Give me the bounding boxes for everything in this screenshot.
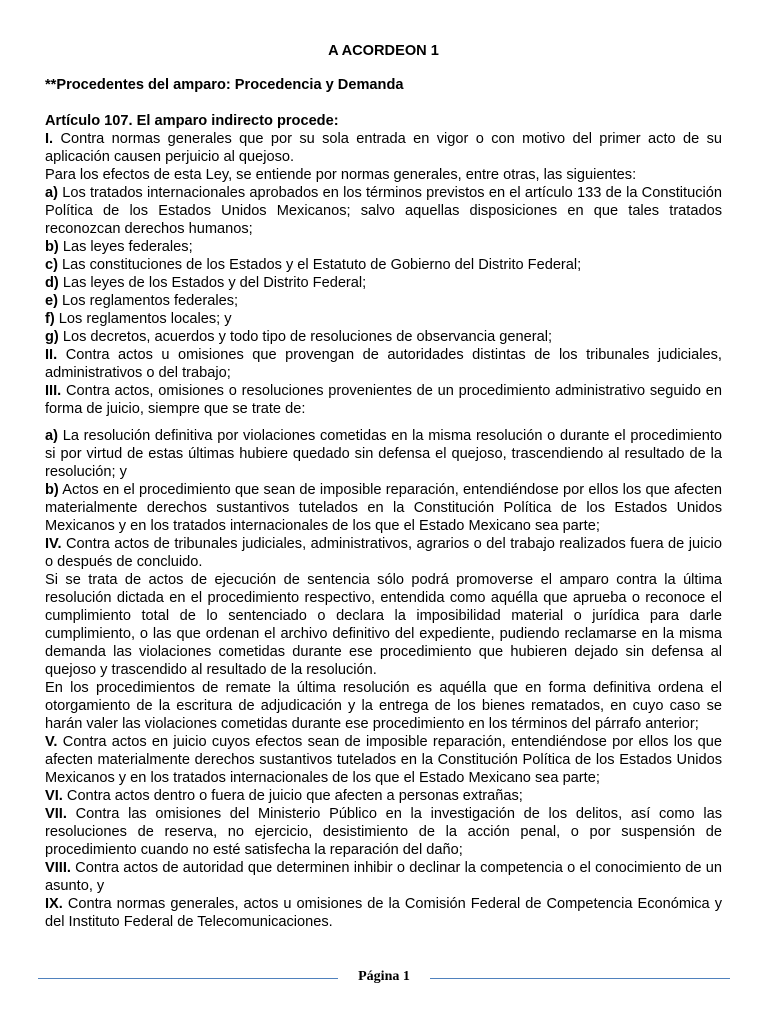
paragraph — [45, 382, 722, 418]
paragraph — [45, 310, 722, 328]
page-footer — [38, 967, 730, 991]
paragraph — [45, 805, 722, 859]
paragraph-lead: VI. — [45, 788, 63, 804]
paragraph-text: Contra actos dentro o fuera de juicio que afecten a personas extrañas; — [62, 788, 523, 804]
paragraph — [45, 238, 722, 256]
paragraph-text: Contra normas generales, actos u omisiones de la Comisión Federal de Competencia Económica y del Instituto Federal de Telecomunicaciones. — [45, 896, 722, 930]
paragraph — [45, 787, 722, 805]
paragraph-text: Las constituciones de los Estados y el Estatuto de Gobierno del Distrito Federal; — [57, 257, 582, 273]
paragraph-text: Los reglamentos federales; — [57, 293, 239, 309]
paragraph-text: Los decretos, acuerdos y todo tipo de resoluciones de observancia general; — [58, 329, 553, 345]
paragraph-text: Contra actos, omisiones o resoluciones provenientes de un procedimiento administrativo seguido en forma de juicio, siempre que se trate de: — [45, 383, 722, 417]
paragraph-text: Los reglamentos locales; y — [54, 311, 232, 327]
paragraph-lead: VIII. — [45, 860, 71, 876]
paragraph-text: Actos en el procedimiento que sean de imposible reparación, entendiéndose por ellos los que afecten materialmente derechos sustantivos tutelados en la Constitución Política de los Estados Unidos Mexicanos y en los tratados internacionales de los que el Estado Mexicano sea parte; — [45, 482, 722, 534]
paragraph-lead: e) — [45, 293, 58, 309]
paragraph-lead: a) — [45, 185, 58, 201]
paragraph-text: La resolución definitiva por violaciones cometidas en la misma resolución o durante el procedimiento si por virtud de estas últimas hubiere quedado sin defensa el quejoso, trascendiendo al resultado de la resolución; y — [45, 428, 722, 480]
paragraph-text: Contra actos u omisiones que provengan de autoridades distintas de los tribunales judiciales, administrativos o del trabajo; — [45, 347, 722, 381]
paragraph — [45, 571, 722, 679]
paragraph-text: Contra las omisiones del Ministerio Público en la investigación de los delitos, así como las resoluciones de reserva, no ejercicio, desistimiento de la acción penal, o por suspensión de procedimiento cuando no esté satisfecha la reparación del daño; — [45, 806, 722, 858]
paragraph — [45, 859, 722, 895]
paragraph-lead: b) — [45, 482, 59, 498]
paragraph-lead: b) — [45, 239, 59, 255]
article-heading: Artículo 107. El amparo indirecto procede: — [45, 113, 339, 129]
paragraph-text: Contra normas generales que por su sola entrada en vigor o con motivo del primer acto de su aplicación causen perjuicio al quejoso. — [45, 131, 722, 165]
paragraph — [45, 346, 722, 382]
paragraph-lead: VII. — [45, 806, 67, 822]
paragraph — [45, 166, 722, 184]
paragraph — [45, 256, 722, 274]
paragraph-text: Contra actos de tribunales judiciales, administrativos, agrarios o del trabajo realizados fuera de juicio o después de concluido. — [45, 536, 722, 570]
paragraph-text: Las leyes de los Estados y del Distrito Federal; — [58, 275, 367, 291]
page-number: Página 1 — [358, 969, 410, 984]
paragraph-text: Para los efectos de esta Ley, se entiende por normas generales, entre otras, las siguientes: — [45, 167, 637, 183]
paragraph-lead: II. — [45, 347, 58, 363]
paragraph-text: Si se trata de actos de ejecución de sentencia sólo podrá promoverse el amparo contra la última resolución dictada en el procedimiento respectivo, entendida como aquélla que aprueba o reconoce el cumplimiento total de lo sentenciado o declara la imposibilidad material o jurídica para darle cumplimiento, o las que ordenan el archivo definitivo del expediente, pudiendo reclamarse en la misma demanda las violaciones cometidas durante ese procedimiento que hubieren dejado sin defensa al quejoso y trascendido al resultado de la resolución. — [45, 572, 722, 678]
footer-rule-right — [430, 978, 730, 979]
paragraph — [45, 274, 722, 292]
paragraph-lead: g) — [45, 329, 59, 345]
paragraph-lead: V. — [45, 734, 58, 750]
paragraph-lead: III. — [45, 383, 62, 399]
paragraph-text: Los tratados internacionales aprobados en los términos previstos en el artículo 133 de la Constitución Política de los Estados Unidos Mexicanos; salvo aquellas disposiciones en que tales tratados reconozcan derechos humanos; — [45, 185, 722, 237]
paragraph-text: Contra actos en juicio cuyos efectos sean de imposible reparación, entendiéndose por ellos los que afecten materialmente derechos sustantivos tutelados en la Constitución Política de los Estados Unidos Mexicanos y en los tratados internacionales de los que el Estado Mexicano sea parte; — [45, 734, 722, 786]
paragraph — [45, 679, 722, 733]
document-title: A ACORDEON 1 — [328, 43, 439, 59]
paragraph-lead: I. — [45, 131, 54, 147]
paragraph — [45, 895, 722, 931]
paragraph — [45, 427, 722, 481]
paragraph-lead: f) — [45, 311, 55, 327]
paragraph — [45, 328, 722, 346]
document-page — [45, 42, 722, 931]
paragraph — [45, 292, 722, 310]
document-subtitle: **Procedentes del amparo: Procedencia y Demanda — [45, 77, 404, 93]
paragraph-lead: d) — [45, 275, 59, 291]
paragraph-lead: IV. — [45, 536, 62, 552]
paragraph-text: En los procedimientos de remate la última resolución es aquélla que en forma definitiva ordena el otorgamiento de la escritura de adjudicación y la entrega de los bienes rematados, en cuyo caso se harán valer las violaciones cometidas durante ese procedimiento en los términos del párrafo anterior; — [45, 680, 722, 732]
paragraph-text: Las leyes federales; — [58, 239, 193, 255]
paragraph-lead: IX. — [45, 896, 63, 912]
paragraph — [45, 733, 722, 787]
paragraph — [45, 535, 722, 571]
paragraph-lead: c) — [45, 257, 58, 273]
paragraph-text: Contra actos de autoridad que determinen inhibir o declinar la competencia o el conocimiento de un asunto, y — [45, 860, 722, 894]
paragraph-lead: a) — [45, 428, 58, 444]
paragraph — [45, 481, 722, 535]
paragraph — [45, 130, 722, 166]
paragraph — [45, 184, 722, 238]
